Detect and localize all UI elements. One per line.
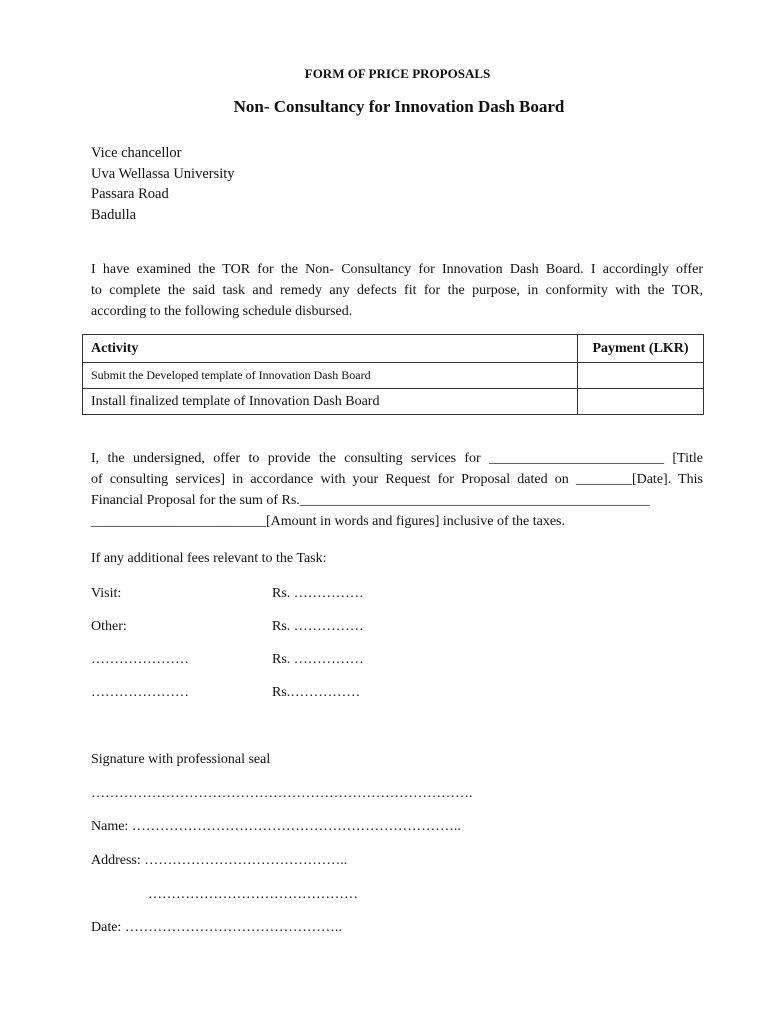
address-line: Address: …………………………………….. xyxy=(91,853,348,868)
address-line-4: Badulla xyxy=(91,207,137,223)
address-line-3: Passara Road xyxy=(91,186,169,202)
address-line-2: Uva Wellassa University xyxy=(91,166,235,182)
fees-heading: If any additional fees relevant to the Task: xyxy=(91,551,327,566)
fee-value: Rs. …………… xyxy=(272,619,364,634)
address-line-continued: ……………………………………… xyxy=(148,887,358,902)
offer-line-2: of consulting services] in accordance with your Request for Proposal dated on ________[Date]. This xyxy=(91,472,703,487)
table-row xyxy=(83,363,704,389)
intro-paragraph xyxy=(91,259,703,322)
activity-column-header: Activity xyxy=(83,335,578,363)
intro-line-1: I have examined the TOR for the Non- Consultancy for Innovation Dash Board. I accordingly offer xyxy=(91,262,703,277)
intro-line-3: according to the following schedule disbursed. xyxy=(91,304,353,319)
date-line: Date: ……………………………………….. xyxy=(91,920,342,935)
offer-line-1: I, the undersigned, offer to provide the consulting services for _________________________ [Title xyxy=(91,451,703,466)
fee-label: ………………… xyxy=(91,652,189,667)
address-line-1: Vice chancellor xyxy=(91,145,182,161)
payment-cell xyxy=(578,363,704,389)
signature-heading: Signature with professional seal xyxy=(91,752,271,767)
document-title: Non- Consultancy for Innovation Dash Board xyxy=(233,97,565,116)
intro-line-2: to complete the said task and remedy any defects fit for the purpose, in conformity with the TOR, xyxy=(91,283,703,298)
fee-label: ………………… xyxy=(91,685,189,700)
table-row xyxy=(83,389,704,415)
payment-column-header: Payment (LKR) xyxy=(578,335,704,363)
offer-line-3: Financial Proposal for the sum of Rs.__________________________________________________ xyxy=(91,493,650,508)
fee-label: Other: xyxy=(91,619,127,634)
name-line: Name: …………………………………………………………….. xyxy=(91,819,461,834)
form-title: FORM OF PRICE PROPOSALS xyxy=(304,66,491,81)
fee-value: Rs.…………… xyxy=(272,685,361,700)
fee-label: Visit: xyxy=(91,586,122,601)
schedule-header-row xyxy=(83,335,704,363)
fee-value: Rs. …………… xyxy=(272,652,364,667)
activity-cell: Install finalized template of Innovation Dash Board xyxy=(83,389,578,415)
offer-paragraph xyxy=(91,448,703,532)
activity-cell: Submit the Developed template of Innovation Dash Board xyxy=(83,363,578,389)
offer-line-4: _________________________[Amount in words and figures] inclusive of the taxes. xyxy=(91,514,565,529)
signature-line: ………………………………………………………………………. xyxy=(91,786,473,801)
fee-value: Rs. …………… xyxy=(272,586,364,601)
payment-cell xyxy=(578,389,704,415)
schedule-table xyxy=(82,334,704,415)
